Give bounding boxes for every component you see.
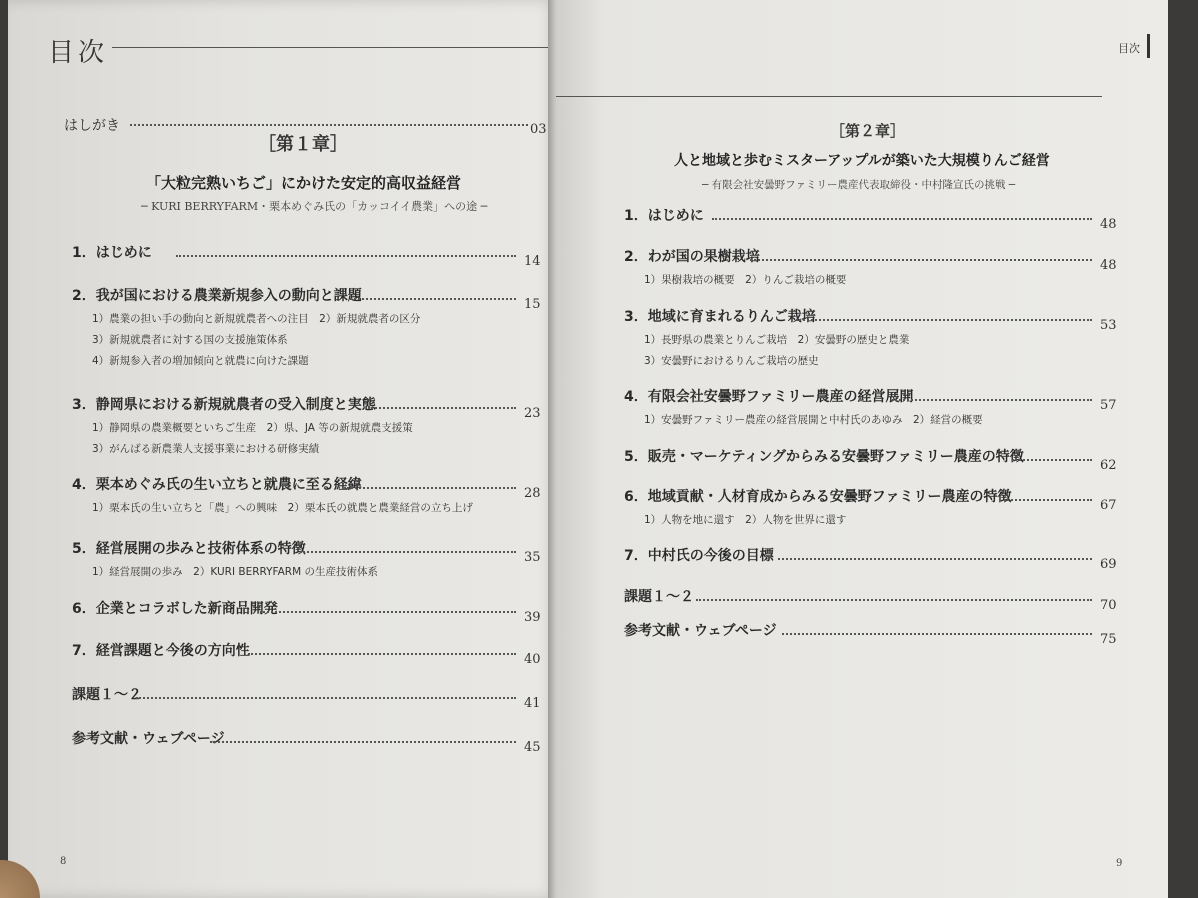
entry-title: 7．経営課題と今後の方向性 [72, 643, 250, 659]
running-head: 目次 [1118, 42, 1140, 55]
entry-page: 45 [524, 740, 541, 755]
sub-entry: 4）新規参入者の増加傾向と就農に向けた課題 [92, 355, 309, 367]
chapter-label: ［第２章］ [830, 122, 906, 140]
entry-title: 4．栗本めぐみ氏の生い立ちと就農に至る経緯 [72, 477, 362, 493]
entry-title: 1．はじめに [624, 208, 704, 224]
leader-dots [892, 399, 1092, 401]
leader-dots [300, 551, 516, 553]
entry-title: 参考文献・ウェブページ [72, 731, 225, 747]
entry-title: 参考文献・ウェブページ [624, 623, 777, 639]
entry-page: 14 [524, 254, 541, 269]
entry-title: 課題１～２ [72, 687, 142, 703]
leader-dots [1004, 499, 1092, 501]
leader-dots [350, 298, 516, 300]
sub-entry: 1）安曇野ファミリー農産の経営展開と中村氏のあゆみ 2）経営の概要 [644, 414, 983, 426]
entry-title: 4．有限会社安曇野ファミリー農産の経営展開 [624, 389, 914, 405]
leader-dots [210, 741, 516, 743]
entry-title: 2．我が国における農業新規参入の動向と課題 [72, 288, 362, 304]
entry-title: 2．わが国の果樹栽培 [624, 249, 760, 265]
toc-heading: 目次 [48, 38, 109, 68]
header-rule [556, 96, 1102, 97]
chapter-label: ［第１章］ [258, 134, 348, 155]
leader-dots [750, 259, 1092, 261]
entry-title: 5．販売・マーケティングからみる安曇野ファミリー農産の特徴 [624, 449, 1024, 465]
sub-entry: 1）長野県の農業とりんご栽培 2）安曇野の歴史と農業 [644, 334, 910, 346]
sub-entry: 1）農業の担い手の動向と新規就農者への注目 2）新規就農者の区分 [92, 313, 421, 325]
sub-entry: 3）がんばる新農業人支援事業における研修実績 [92, 443, 320, 455]
entry-page: 53 [1100, 318, 1117, 333]
sub-entry: 1）人物を地に還す 2）人物を世界に還す [644, 514, 847, 526]
chapter-title: 「大粒完熟いちご」にかけた安定的高収益経営 [146, 174, 462, 192]
leader-dots [712, 218, 1092, 220]
leader-dots [344, 487, 516, 489]
leader-dots [696, 599, 1092, 601]
leader-dots [260, 611, 516, 613]
sub-entry: 1）果樹栽培の概要 2）りんご栽培の概要 [644, 274, 847, 286]
right-page [556, 0, 1168, 898]
leader-dots [782, 633, 1092, 635]
entry-page: 67 [1100, 498, 1117, 513]
page-number: 9 [1116, 858, 1123, 869]
leader-dots [176, 255, 516, 257]
leader-dots [1012, 459, 1092, 461]
entry-page: 40 [524, 652, 541, 667]
leader-dots [796, 319, 1092, 321]
entry-title: はしがき [64, 118, 120, 134]
leader-dots [248, 653, 516, 655]
entry-title: 5．経営展開の歩みと技術体系の特徴 [72, 541, 306, 557]
entry-title: 3．地域に育まれるりんご栽培 [624, 309, 816, 325]
entry-page: 48 [1100, 217, 1117, 232]
leader-dots [136, 697, 516, 699]
entry-page: 57 [1100, 398, 1117, 413]
entry-page: 15 [524, 297, 541, 312]
entry-page: 48 [1100, 258, 1117, 273]
sub-entry: 1）静岡県の農業概要といちご生産 2）県、JA 等の新規就農支援策 [92, 422, 413, 434]
entry-title: 7．中村氏の今後の目標 [624, 548, 774, 564]
chapter-subtitle: ─ 有限会社安曇野ファミリー農産代表取締役・中村隆宣氏の挑戦 ─ [702, 179, 1016, 191]
entry-page: 28 [524, 486, 541, 501]
leader-dots [368, 407, 516, 409]
leader-dots [130, 124, 528, 126]
entry-title: 6．企業とコラボした新商品開発 [72, 601, 278, 617]
chapter-title: 人と地域と歩むミスターアップルが築いた大規模りんご経営 [674, 153, 1050, 169]
entry-page: 39 [524, 610, 541, 625]
leader-dots [778, 558, 1092, 560]
sub-entry: 1）栗本氏の生い立ちと「農」への興味 2）栗本氏の就農と農業経営の立ち上げ [92, 502, 473, 514]
entry-title: 課題１～２ [624, 589, 694, 605]
entry-page: 69 [1100, 557, 1117, 572]
entry-page: 62 [1100, 458, 1117, 473]
heading-rule [112, 47, 558, 48]
sub-entry: 3）安曇野におけるりんご栽培の歴史 [644, 355, 819, 367]
running-head-bar [1147, 34, 1150, 58]
chapter-subtitle: ─ KURI BERRYFARM・栗本めぐみ氏の「カッコイイ農業」への途 ─ [141, 200, 488, 213]
entry-page: 70 [1100, 598, 1117, 613]
entry-page: 75 [1100, 632, 1117, 647]
page-number: 8 [60, 856, 67, 867]
entry-title: 6．地域貢献・人材育成からみる安曇野ファミリー農産の特徴 [624, 489, 1012, 505]
left-page [8, 0, 558, 898]
entry-page: 35 [524, 550, 541, 565]
entry-page: 23 [524, 406, 541, 421]
sub-entry: 1）経営展開の歩み 2）KURI BERRYFARM の生産技術体系 [92, 566, 379, 578]
entry-title: 1．はじめに [72, 245, 152, 261]
entry-page: 41 [524, 696, 541, 711]
entry-title: 3．静岡県における新規就農者の受入制度と実態 [72, 397, 376, 413]
entry-page: 03 [530, 122, 547, 137]
sub-entry: 3）新規就農者に対する国の支援施策体系 [92, 334, 288, 346]
